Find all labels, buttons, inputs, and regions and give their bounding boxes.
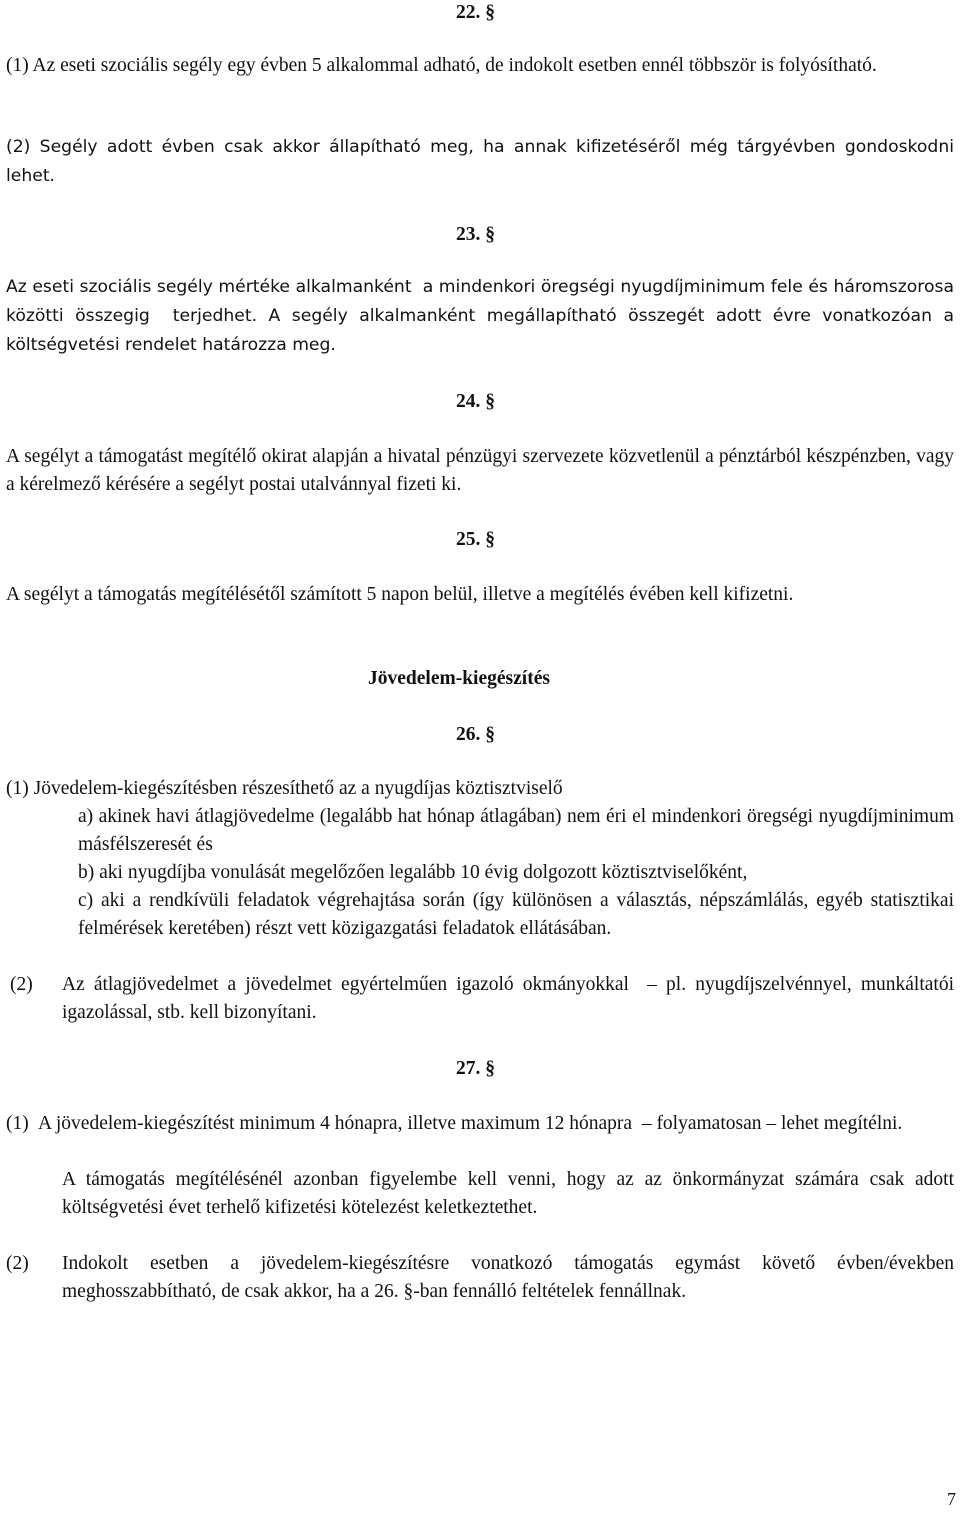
section-26-paragraph-2: Az átlagjövedelmet a jövedelmet egyértelműen igazoló okmányokkal – pl. nyugdíjszelvénnyel, munkáltatói igazolással, stb. kell bizonyítani.: [62, 974, 959, 1023]
section-27-paragraph-2-label: (2): [6, 1253, 29, 1274]
section-25-paragraph: A segélyt a támogatás megítélésétől számított 5 napon belül, illetve a megítélés évében kell kifizetni.: [6, 584, 794, 605]
section-22-paragraph-1: (1) Az eseti szociális segély egy évben 5 alkalommal adható, de indokolt esetben ennél többször is folyósítható.: [6, 55, 877, 76]
section-26-heading: 26. §: [456, 724, 495, 745]
chapter-title: Jövedelem-kiegészítés: [368, 668, 550, 689]
section-27-paragraph-2: Indokolt esetben a jövedelem-kiegészítésre vonatkozó támogatás egymást követő évben/években meghosszabbítható, de csak akkor, ha a 26. §-ban fennálló feltételek fennállnak.: [62, 1253, 954, 1302]
section-26-paragraph-2-label: (2): [10, 974, 33, 995]
section-25-heading: 25. §: [456, 529, 495, 550]
section-23-heading: 23. §: [456, 224, 495, 245]
section-24-paragraph: A segélyt a támogatást megítélő okirat alapján a hivatal pénzügyi szervezete közvetlenül a pénztárból készpénzben, vagy a kérelmező kérésére a segélyt postai utalvánnyal fizeti ki.: [6, 446, 954, 495]
section-27-paragraph-1-label: (1): [6, 1113, 29, 1134]
section-24-heading: 24. §: [456, 391, 495, 412]
section-27-paragraph-1: A jövedelem-kiegészítést minimum 4 hónapra, illetve maximum 12 hónapra – folyamatosan – lehet megítélni.: [38, 1113, 903, 1134]
section-27-heading: 27. §: [456, 1058, 495, 1079]
section-26-item-a: a) akinek havi átlagjövedelme (legalább hat hónap átlagában) nem éri el mindenkori öregségi nyugdíjminimum másfélszeresét és: [78, 806, 954, 855]
section-22-heading: 22. §: [456, 2, 495, 23]
section-26-item-c: c) aki a rendkívüli feladatok végrehajtása során (így különösen a választás, népszámlálás, egyéb statisztikai felmérések keretében) részt vett közigazgatási feladatok ellátásában.: [78, 890, 954, 939]
section-27-paragraph-1b: A támogatás megítélésénél azonban figyelembe kell venni, hogy az az önkormányzat számára csak adott költségvetési évet terhelő kifizetési kötelezést keletkeztethet.: [62, 1169, 954, 1218]
section-26-item-b: b) aki nyugdíjba vonulását megelőzően legalább 10 évig dolgozott köztisztviselőként,: [78, 862, 748, 883]
section-23-paragraph: Az eseti szociális segély mértéke alkalmanként a mindenkori öregségi nyugdíjminimum fele és háromszorosa közötti összegig terjedhet. A segély alkalmanként megállapítható összegét adott évre vonatkozóan a költségvetési rendelet határozza meg.: [6, 277, 960, 355]
page-number: 7: [947, 1489, 956, 1509]
section-26-intro: (1) Jövedelem-kiegészítésben részesíthető az a nyugdíjas köztisztviselő: [6, 778, 563, 799]
section-22-paragraph-2: (2) Segély adott évben csak akkor állapítható meg, ha annak kifizetéséről még tárgyévben gondoskodni lehet.: [6, 137, 954, 186]
